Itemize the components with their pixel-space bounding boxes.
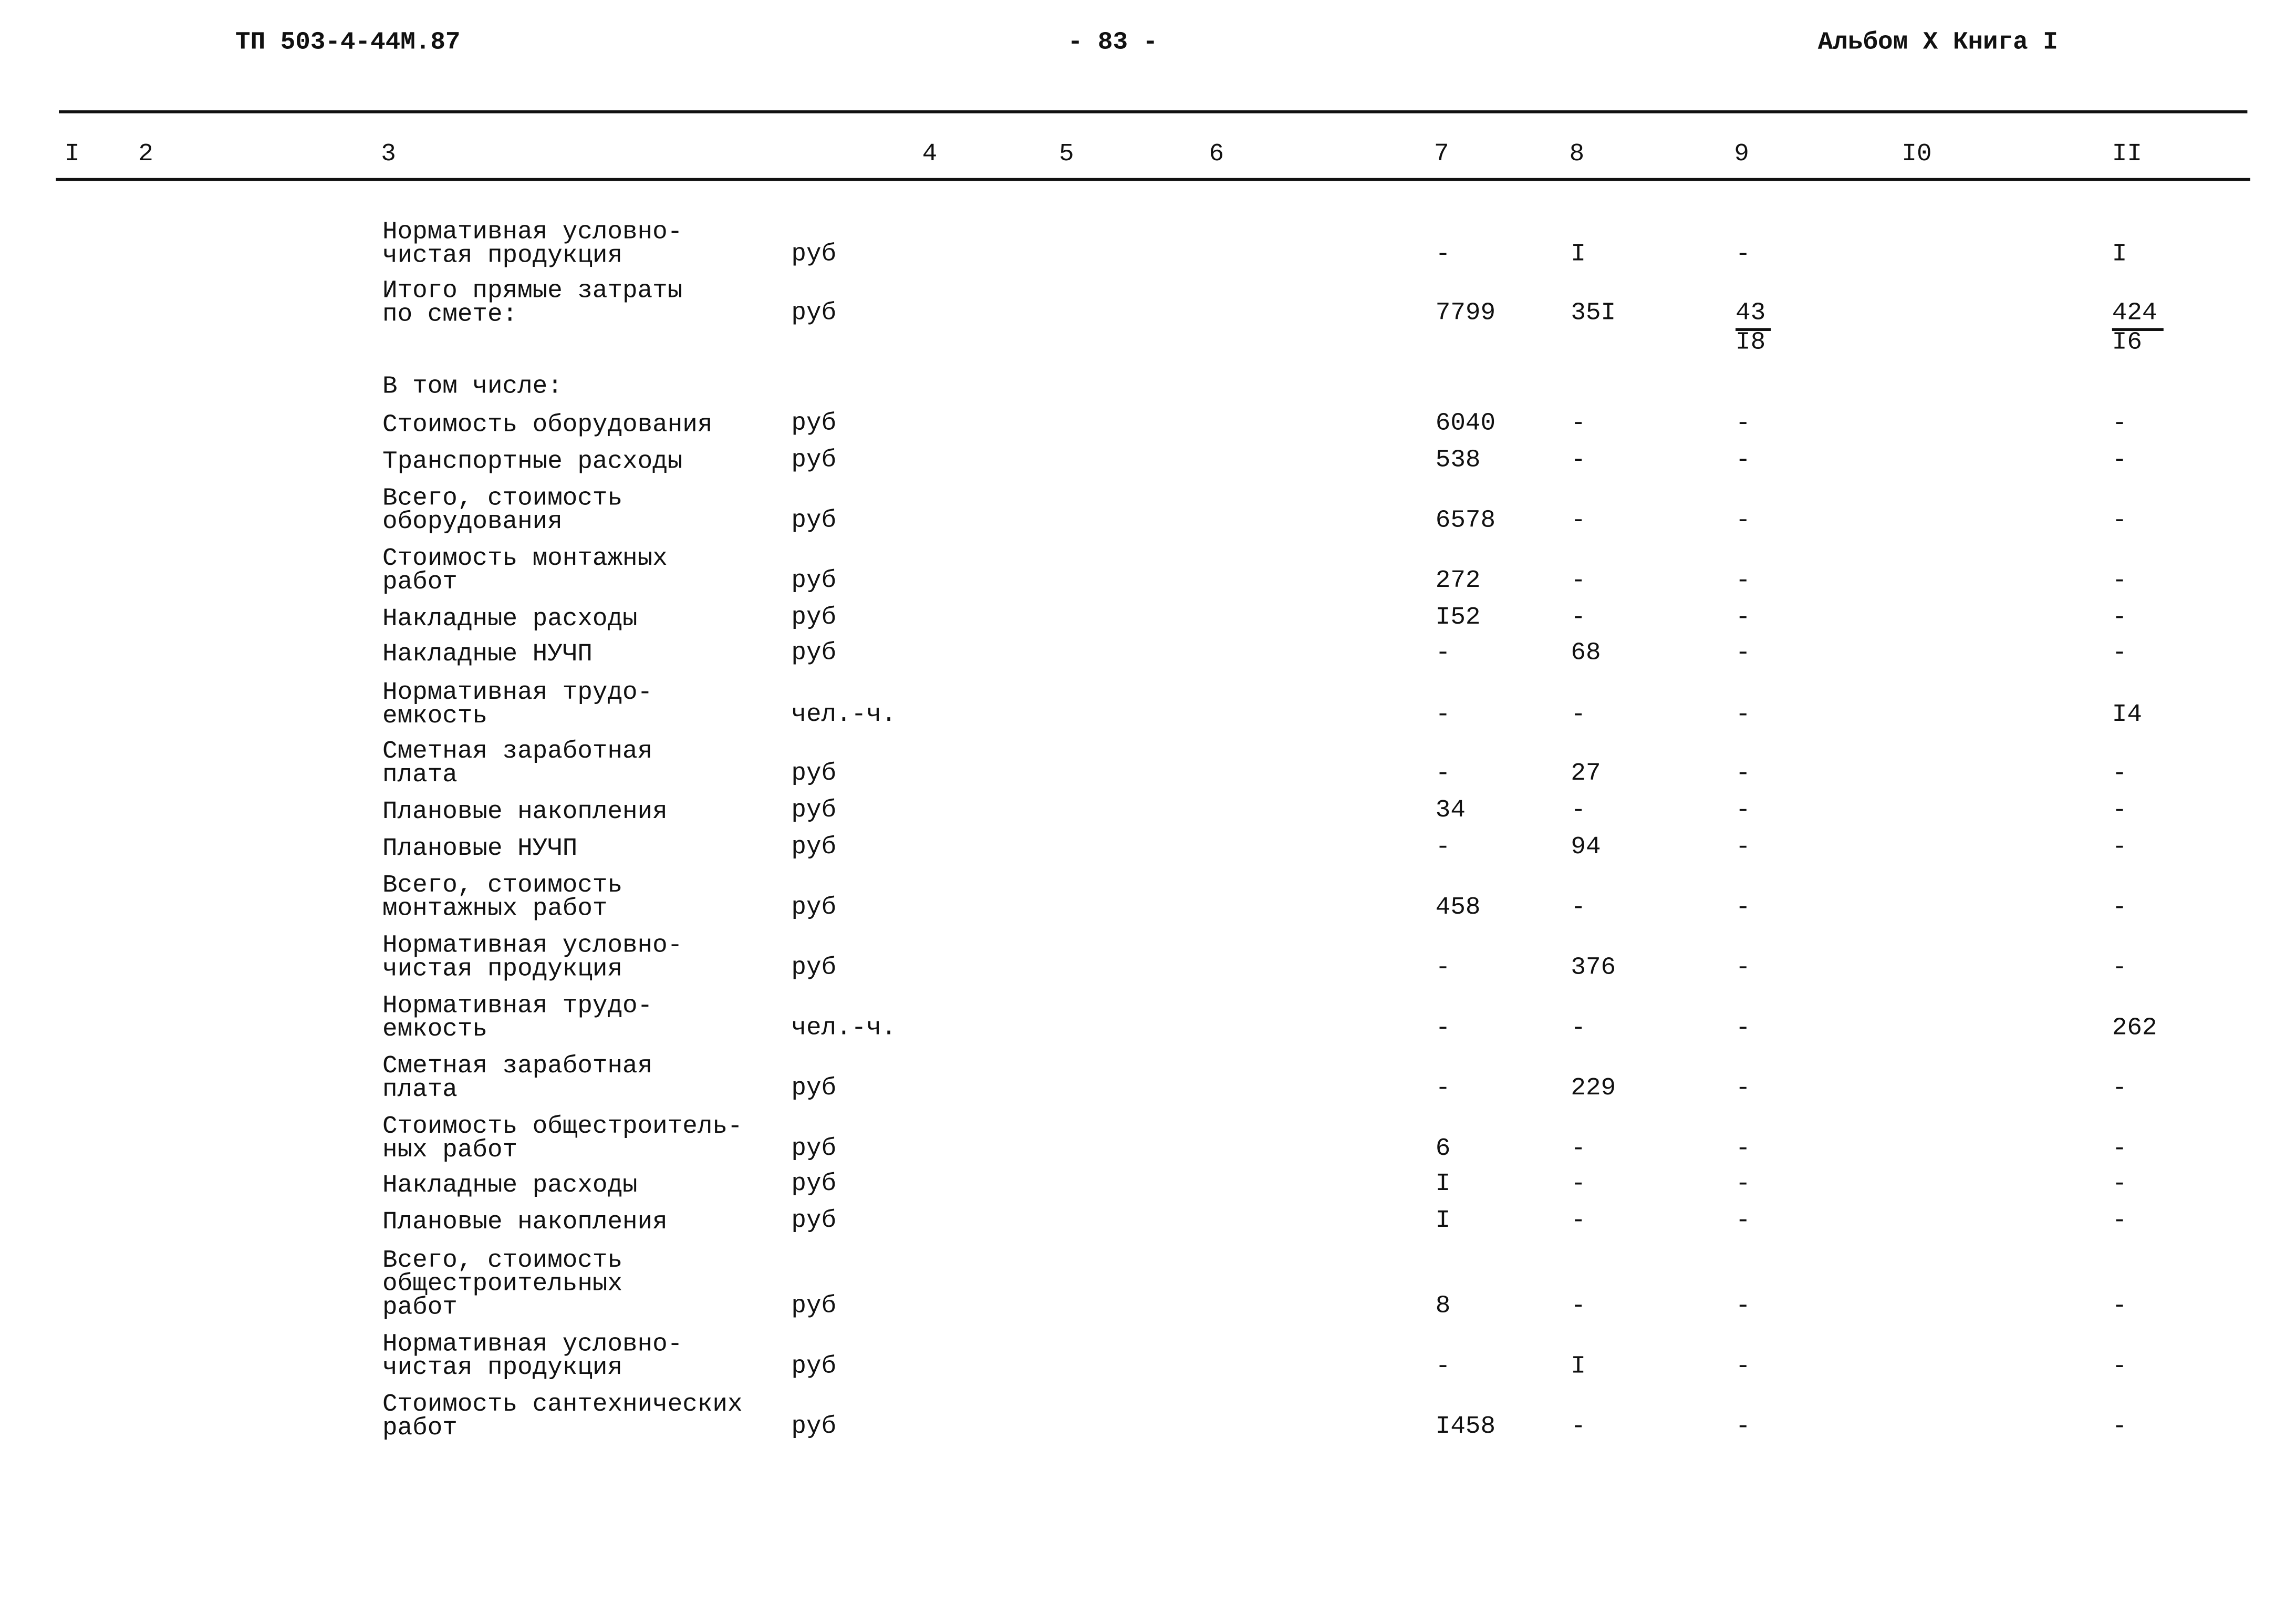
value-c7: - [1435,955,1451,983]
unit-cell: руб [791,760,837,789]
row-label: Нормативная условно- чистая продукция [382,933,683,985]
document-code: ТП 503-4-44М.87 [235,29,461,58]
table-row [0,278,2296,358]
value-c11: - [2112,447,2127,475]
value-c7: - [1435,241,1451,270]
unit-cell: руб [791,1413,837,1442]
value-c9: - [1736,955,1751,983]
value-c7: - [1435,1353,1451,1382]
value-c7: - [1435,1015,1451,1043]
album-label: Альбом X Книга I [1817,29,2058,58]
value-c7: 34 [1435,797,1466,825]
table-row [0,993,2296,1044]
table-row [0,642,2296,668]
unit-cell: чел.-ч. [791,701,897,730]
row-label: Накладные расходы [382,1172,638,1201]
row-label: Всего, стоимость общестроительных работ [382,1247,623,1323]
column-header-rule [56,178,2250,181]
row-label: Итого прямые затраты по смете: [382,278,683,330]
table-row [0,606,2296,633]
value-c9: - [1736,894,1751,923]
table-row [0,1331,2296,1383]
value-c7: - [1435,834,1451,862]
unit-cell: руб [791,834,837,862]
row-label: Сметная заработная плата [382,738,653,790]
row-label: Нормативная условно- чистая продукция [382,1331,683,1383]
value-c11: 262 [2112,1015,2157,1043]
column-header-4: 4 [922,141,938,169]
value-c7: I458 [1435,1413,1496,1442]
row-label: Всего, стоимость оборудования [382,485,623,537]
unit-cell: руб [791,508,837,536]
unit-cell: руб [791,640,837,668]
row-label: Стоимость монтажных работ [382,545,668,597]
row-label: Всего, стоимость монтажных работ [382,872,623,924]
row-label: Нормативная трудо- емкость [382,993,653,1044]
unit-cell: руб [791,1135,837,1164]
value-c8: - [1571,701,1586,730]
column-header-7: 7 [1434,141,1449,169]
value-c8: - [1571,447,1586,475]
column-header-9: 9 [1734,141,1749,169]
numerator: 424 [2112,302,2163,331]
value-c9: - [1736,1207,1751,1236]
value-c8: 35I [1571,300,1616,328]
value-c9: - [1736,1353,1751,1382]
value-c8: 68 [1571,640,1601,668]
value-c9: - [1736,508,1751,536]
value-c8: - [1571,1015,1586,1043]
value-c8: - [1571,567,1586,596]
column-header-8: 8 [1569,141,1585,169]
value-c7: 6040 [1435,410,1496,439]
value-c11: - [2112,1171,2127,1199]
value-c8: - [1571,604,1586,633]
value-c7: 538 [1435,447,1481,475]
unit-cell: руб [791,1207,837,1236]
value-c11: - [2112,604,2127,633]
table-row [0,485,2296,537]
value-c7: - [1435,760,1451,789]
row-label: Стоимость сантехнических работ [382,1391,743,1443]
numerator: 43 [1736,302,1771,331]
column-header-11: II [2112,141,2142,169]
table-row [0,1113,2296,1165]
value-c8: 376 [1571,955,1616,983]
table-row [0,738,2296,790]
denominator: I8 [1736,329,1766,358]
table-row [0,1209,2296,1236]
value-c8: - [1571,508,1586,536]
value-c8: - [1571,1135,1586,1164]
value-c7: I52 [1435,604,1481,633]
value-c9: - [1736,797,1751,825]
unit-cell: руб [791,1353,837,1382]
value-c9: - [1736,241,1751,270]
value-c7: 8 [1435,1293,1451,1321]
table-row [0,219,2296,271]
value-c9: - [1736,567,1751,596]
table-row [0,799,2296,825]
value-c9: - [1736,834,1751,862]
value-c9: - [1736,1075,1751,1103]
table-row [0,449,2296,475]
value-c8: - [1571,1413,1586,1442]
unit-cell: руб [791,1171,837,1199]
column-header-3: 3 [381,141,396,169]
value-c11: - [2112,1293,2127,1321]
table-row [0,545,2296,597]
value-c7: 272 [1435,567,1481,596]
value-c9: - [1736,410,1751,439]
table-row [0,1391,2296,1443]
unit-cell: руб [791,1293,837,1321]
column-header-6: 6 [1209,141,1224,169]
row-label: Накладные НУЧП [382,641,593,669]
value-c8: - [1571,1293,1586,1321]
denominator: I6 [2112,329,2142,358]
fraction-value-c11 [2112,302,2163,357]
value-c7: 6 [1435,1135,1451,1164]
unit-cell: руб [791,894,837,923]
value-c7: I [1435,1171,1451,1199]
value-c11: - [2112,567,2127,596]
value-c9: - [1736,760,1751,789]
unit-cell: руб [791,1075,837,1103]
value-c11: - [2112,1413,2127,1442]
value-c9: - [1736,604,1751,633]
row-label: Транспортные расходы [382,449,683,477]
value-c8: 27 [1571,760,1601,789]
row-label: В том числе: [382,374,563,402]
value-c8: 229 [1571,1075,1616,1103]
value-c9: - [1736,640,1751,668]
row-label: Плановые НУЧП [382,835,578,864]
value-c9: - [1736,1171,1751,1199]
value-c8: - [1571,410,1586,439]
value-c11: - [2112,1207,2127,1236]
value-c11: I4 [2112,701,2142,730]
value-c8: I [1571,1353,1586,1382]
table-top-rule [59,110,2247,113]
value-c11: - [2112,640,2127,668]
value-c11: - [2112,1353,2127,1382]
value-c9: - [1736,1413,1751,1442]
table-row [0,1247,2296,1323]
value-c11: - [2112,834,2127,862]
value-c11: - [2112,508,2127,536]
value-c8: - [1571,1171,1586,1199]
unit-cell: руб [791,447,837,475]
unit-cell: руб [791,797,837,825]
unit-cell: руб [791,241,837,270]
unit-cell: руб [791,955,837,983]
value-c9: - [1736,1135,1751,1164]
value-c9: - [1736,1293,1751,1321]
value-c11: I [2112,241,2127,270]
value-c7: - [1435,640,1451,668]
value-c11: - [2112,410,2127,439]
table-row [0,872,2296,924]
value-c8: - [1571,797,1586,825]
value-c8: - [1571,894,1586,923]
value-c9: - [1736,447,1751,475]
table-row [0,679,2296,731]
value-c7: - [1435,1075,1451,1103]
row-label: Стоимость общестроитель- ных работ [382,1113,743,1165]
value-c11: - [2112,955,2127,983]
value-c11: - [2112,760,2127,789]
value-c7: I [1435,1207,1451,1236]
value-c7: 7799 [1435,300,1496,328]
row-label: Нормативная условно- чистая продукция [382,219,683,271]
value-c11: - [2112,1075,2127,1103]
table-row [0,1173,2296,1199]
value-c8: 94 [1571,834,1601,862]
column-header-1: I [65,141,80,169]
row-label: Плановые накопления [382,799,668,827]
table-row [0,933,2296,985]
unit-cell: чел.-ч. [791,1015,897,1043]
row-label: Плановые накопления [382,1209,668,1237]
value-c11: - [2112,894,2127,923]
row-label: Стоимость оборудования [382,412,713,440]
unit-cell: руб [791,410,837,439]
value-c7: - [1435,701,1451,730]
value-c9: - [1736,1015,1751,1043]
column-header-5: 5 [1059,141,1074,169]
value-c11: - [2112,1135,2127,1164]
unit-cell: руб [791,300,837,328]
value-c11: - [2112,797,2127,825]
fraction-value-c9 [1736,302,1771,357]
row-label: Накладные расходы [382,606,638,634]
table-row [0,835,2296,862]
table-row [0,1053,2296,1105]
table-row [0,374,2296,400]
row-label: Нормативная трудо- емкость [382,679,653,731]
value-c8: I [1571,241,1586,270]
value-c9: - [1736,701,1751,730]
row-label: Сметная заработная плата [382,1053,653,1105]
value-c8: - [1571,1207,1586,1236]
column-header-2: 2 [138,141,153,169]
table-row [0,412,2296,438]
value-c7: 458 [1435,894,1481,923]
column-header-10: I0 [1902,141,1932,169]
unit-cell: руб [791,567,837,596]
value-c7: 6578 [1435,508,1496,536]
unit-cell: руб [791,604,837,633]
page-number: - 83 - [1067,29,1158,58]
